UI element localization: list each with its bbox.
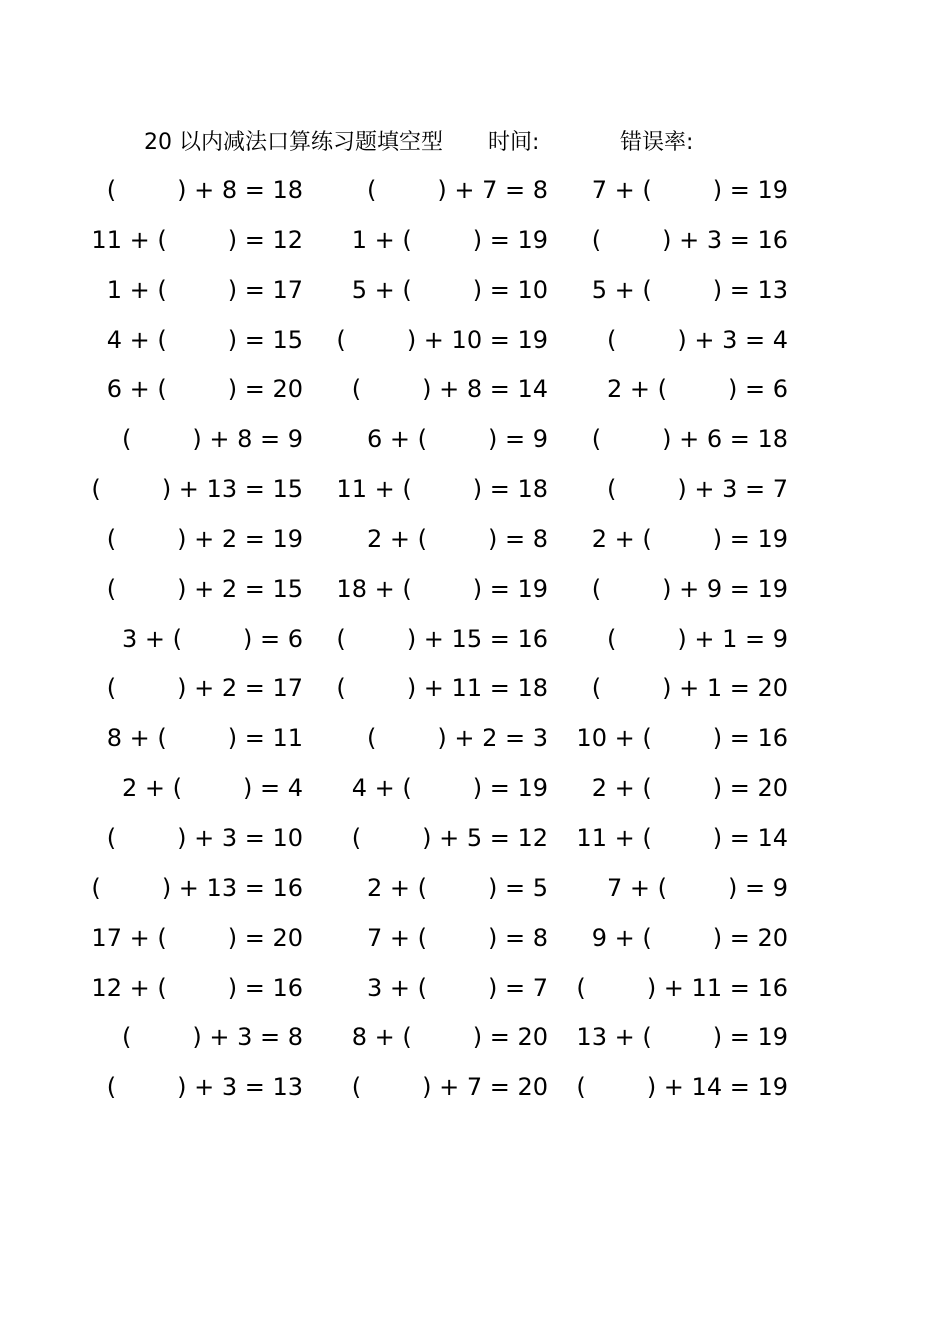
error-rate-label: 错误率: bbox=[620, 130, 694, 155]
problem-equation: ( ) + 8 = 14 bbox=[351, 375, 548, 404]
problem-equation: ( ) + 3 = 13 bbox=[106, 1073, 303, 1102]
problem-equation: ( ) + 3 = 10 bbox=[106, 823, 303, 852]
problem-row bbox=[0, 220, 950, 270]
problem-equation: 7 + ( ) = 19 bbox=[591, 176, 788, 204]
problem-equation: 7 + ( ) = 9 bbox=[606, 873, 788, 902]
problem-equation: 2 + ( ) = 4 bbox=[121, 774, 303, 803]
problem-row bbox=[0, 668, 950, 718]
problem-row bbox=[0, 818, 950, 868]
problem-equation: 5 + ( ) = 10 bbox=[351, 275, 548, 304]
problem-equation: ( ) + 5 = 12 bbox=[351, 823, 548, 852]
problem-equation: ( ) + 6 = 18 bbox=[591, 425, 788, 454]
problem-row bbox=[0, 1017, 950, 1067]
problem-equation: ( ) + 3 = 8 bbox=[121, 1023, 303, 1052]
problem-equation: 11 + ( ) = 14 bbox=[576, 823, 788, 852]
problem-equation: ( ) + 10 = 19 bbox=[336, 325, 548, 354]
problem-equation: 1 + ( ) = 17 bbox=[106, 275, 303, 304]
problem-equation: 9 + ( ) = 20 bbox=[591, 923, 788, 952]
problem-row bbox=[0, 469, 950, 519]
worksheet-title: 20 以内减法口算练习题填空型 bbox=[144, 130, 443, 155]
problem-equation: ( ) + 14 = 19 bbox=[576, 1073, 788, 1102]
problem-equation: 10 + ( ) = 16 bbox=[576, 724, 788, 753]
problem-equation: ( ) + 1 = 9 bbox=[606, 624, 788, 653]
problem-equation: ( ) + 7 = 20 bbox=[351, 1073, 548, 1102]
problem-equation: 2 + ( ) = 6 bbox=[606, 375, 788, 404]
problem-equation: 3 + ( ) = 7 bbox=[366, 973, 548, 1002]
problem-row bbox=[0, 519, 950, 569]
problem-equation: 6 + ( ) = 20 bbox=[106, 375, 303, 404]
problem-equation: ( ) + 8 = 18 bbox=[106, 176, 303, 204]
problem-equation: ( ) + 2 = 15 bbox=[106, 574, 303, 603]
problem-equation: ( ) + 9 = 19 bbox=[591, 574, 788, 603]
problem-equation: ( ) + 3 = 4 bbox=[606, 325, 788, 354]
problem-row bbox=[0, 918, 950, 968]
problem-equation: 8 + ( ) = 11 bbox=[106, 724, 303, 753]
problem-row bbox=[0, 868, 950, 918]
problem-row bbox=[0, 320, 950, 370]
problem-row bbox=[0, 569, 950, 619]
time-label: 时间: bbox=[488, 130, 540, 155]
problem-equation: 11 + ( ) = 18 bbox=[336, 475, 548, 504]
problem-equation: ( ) + 2 = 19 bbox=[106, 524, 303, 553]
problem-equation: 5 + ( ) = 13 bbox=[591, 275, 788, 304]
problem-equation: ( ) + 8 = 9 bbox=[121, 425, 303, 454]
problem-equation: 4 + ( ) = 15 bbox=[106, 325, 303, 354]
problem-equation: 17 + ( ) = 20 bbox=[91, 923, 303, 952]
problem-equation: 6 + ( ) = 9 bbox=[366, 425, 548, 454]
problem-equation: 2 + ( ) = 20 bbox=[591, 774, 788, 803]
problem-equation: 7 + ( ) = 8 bbox=[366, 923, 548, 952]
problem-row bbox=[0, 419, 950, 469]
problem-equation: ( ) + 11 = 16 bbox=[576, 973, 788, 1002]
problem-equation: ( ) + 7 = 8 bbox=[366, 176, 548, 204]
problem-row bbox=[0, 1067, 950, 1117]
problem-equation: ( ) + 11 = 18 bbox=[336, 674, 548, 703]
problem-equation: 12 + ( ) = 16 bbox=[91, 973, 303, 1002]
problem-row bbox=[0, 369, 950, 419]
problem-equation: ( ) + 3 = 7 bbox=[606, 475, 788, 504]
problem-row bbox=[0, 968, 950, 1018]
problem-equation: ( ) + 15 = 16 bbox=[336, 624, 548, 653]
problem-row bbox=[0, 619, 950, 669]
problem-row bbox=[0, 718, 950, 768]
problem-equation: 1 + ( ) = 19 bbox=[351, 225, 548, 254]
problem-equation: ( ) + 13 = 16 bbox=[91, 873, 303, 902]
problem-grid bbox=[0, 170, 950, 1117]
problem-equation: ( ) + 3 = 16 bbox=[591, 225, 788, 254]
problem-row bbox=[0, 170, 950, 220]
problem-equation: ( ) + 2 = 3 bbox=[366, 724, 548, 753]
problem-equation: 2 + ( ) = 5 bbox=[366, 873, 548, 902]
problem-row bbox=[0, 270, 950, 320]
problem-equation: 3 + ( ) = 6 bbox=[121, 624, 303, 653]
problem-equation: ( ) + 13 = 15 bbox=[91, 475, 303, 504]
problem-equation: 8 + ( ) = 20 bbox=[351, 1023, 548, 1052]
problem-equation: 2 + ( ) = 8 bbox=[366, 524, 548, 553]
problem-equation: ( ) + 1 = 20 bbox=[591, 674, 788, 703]
problem-equation: 18 + ( ) = 19 bbox=[336, 574, 548, 603]
problem-row bbox=[0, 768, 950, 818]
problem-equation: 13 + ( ) = 19 bbox=[576, 1023, 788, 1052]
problem-equation: 4 + ( ) = 19 bbox=[351, 774, 548, 803]
problem-equation: ( ) + 2 = 17 bbox=[106, 674, 303, 703]
worksheet-header bbox=[0, 124, 950, 162]
problem-equation: 2 + ( ) = 19 bbox=[591, 524, 788, 553]
problem-equation: 11 + ( ) = 12 bbox=[91, 225, 303, 254]
